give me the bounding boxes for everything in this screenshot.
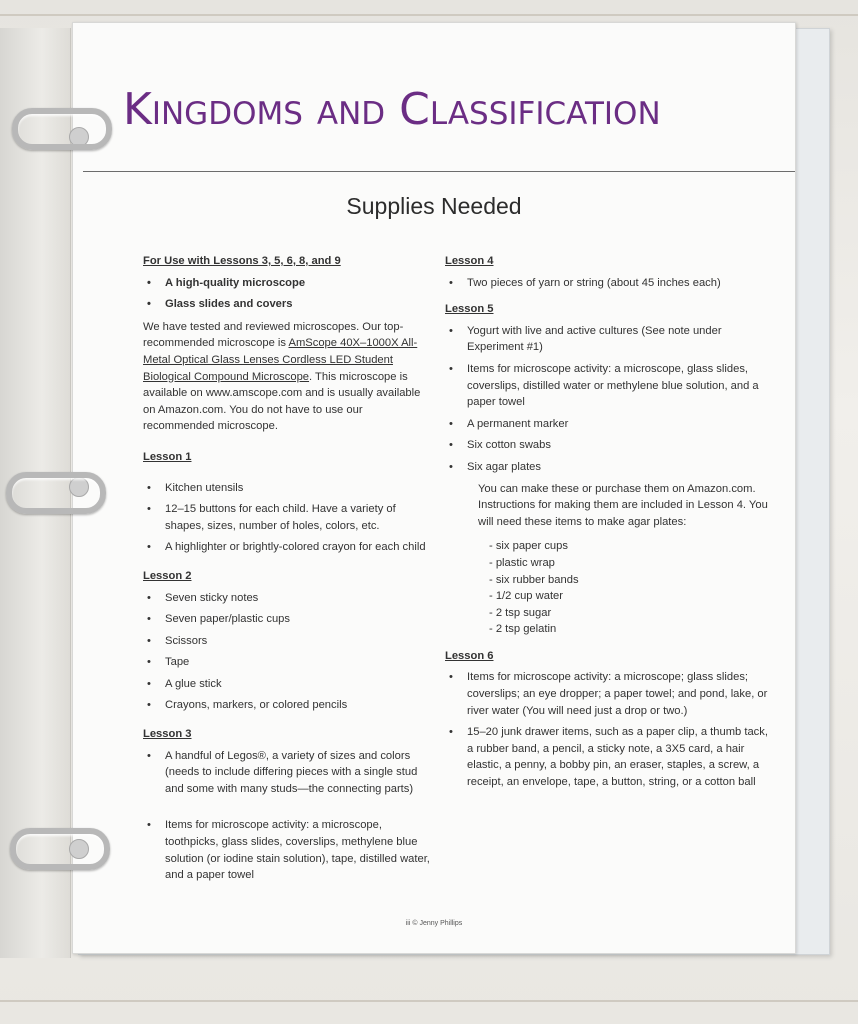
paragraph-text: We have tested and reviewed microscopes. Our top-recommended microscope is	[143, 320, 404, 350]
title-divider	[83, 171, 795, 172]
lesson-5-heading: Lesson 5	[445, 303, 494, 316]
chapter-title: Kingdoms and Classification	[123, 84, 661, 135]
list-item: • Yogurt with live and active cultures (See note under Experiment #1)	[445, 323, 775, 356]
list-item: • A high-quality microscope	[143, 275, 433, 292]
list-item: • Six cotton swabs	[445, 437, 775, 454]
lesson-6-heading: Lesson 6	[445, 649, 494, 662]
left-column	[143, 253, 433, 889]
list-item: - 1/2 cup water	[489, 590, 563, 603]
paragraph-text: . This microscope is available on www.amscope.com and is usually available on Amazon.com. You do not have to use our recommended microscope.	[143, 370, 421, 433]
list-item: • Two pieces of yarn or string (about 45 inches each)	[445, 275, 775, 292]
list-item: • Crayons, markers, or colored pencils	[143, 697, 433, 714]
list-item: - 2 tsp gelatin	[489, 623, 557, 636]
list-item: • Scissors	[143, 633, 433, 650]
list-item: - 2 tsp sugar	[489, 606, 552, 619]
binder-ring	[12, 108, 112, 150]
list-item: • Glass slides and covers	[143, 296, 433, 313]
list-item: • Items for microscope activity: a microscope, toothpicks, glass slides, coverslips, methylene blue solution (or iodine stain solution), tape, distilled water, and a paper towel	[143, 817, 433, 883]
list-item: • A handful of Legos®, a variety of sizes and colors (needs to include differing pieces with a single stud and some with many studs—the connecting parts)	[143, 748, 433, 798]
list-item: • 15–20 junk drawer items, such as a paper clip, a thumb tack, a rubber band, a pencil, a sticky note, a 3X5 card, a hair elastic, a penny, a bobby pin, an eraser, staples, a screw, a receipt, an envelope, tape, a button, string, or a cotton ball	[445, 724, 775, 790]
agar-note: You can make these or purchase them on Amazon.com. Instructions for making them are included in Lesson 4. You will need these items to make agar plates:	[478, 482, 768, 528]
list-item: • A permanent marker	[445, 416, 775, 433]
wood-grain	[0, 14, 858, 16]
binder-ring	[6, 472, 106, 514]
microscope-paragraph	[143, 319, 433, 435]
list-item: • Six agar plates	[445, 459, 775, 476]
lesson-4-heading: Lesson 4	[445, 255, 494, 267]
list-item: - six rubber bands	[489, 573, 579, 586]
list-item: • Items for microscope activity: a microscope, glass slides, coverslips, distilled water or methylene blue solution, and a paper towel	[445, 361, 775, 411]
microscope-link[interactable]: AmScope 40X–1000X All-Metal Optical Glass Lenses Cordless LED Student Biological Compound Microscope	[143, 337, 418, 383]
section-title: Supplies Needed	[346, 193, 522, 219]
intro-heading: For Use with Lessons 3, 5, 6, 8, and 9	[143, 255, 341, 267]
document-page	[72, 22, 796, 954]
right-column	[445, 253, 775, 796]
wood-grain	[0, 1000, 858, 1002]
lesson-2-heading: Lesson 2	[143, 569, 192, 582]
list-item: - six paper cups	[489, 540, 568, 553]
list-item: • A glue stick	[143, 676, 433, 693]
list-item: • Seven paper/plastic cups	[143, 611, 433, 628]
page-footer: iii © Jenny Phillips	[405, 920, 463, 927]
lesson-1-heading: Lesson 1	[143, 450, 192, 463]
list-item: • 12–15 buttons for each child. Have a variety of shapes, sizes, number of holes, colors, etc.	[143, 501, 433, 534]
list-item: • Items for microscope activity: a microscope; glass slides; coverslips; an eye dropper; a paper towel; and pond, lake, or river water (You will need just a drop or two.)	[445, 669, 775, 719]
binder-ring	[10, 828, 110, 870]
list-item: - plastic wrap	[489, 556, 555, 569]
lesson-3-heading: Lesson 3	[143, 728, 192, 741]
list-item: • Tape	[143, 654, 433, 671]
list-item: • A highlighter or brightly-colored crayon for each child	[143, 539, 433, 556]
list-item: • Kitchen utensils	[143, 480, 433, 497]
list-item: • Seven sticky notes	[143, 590, 433, 607]
